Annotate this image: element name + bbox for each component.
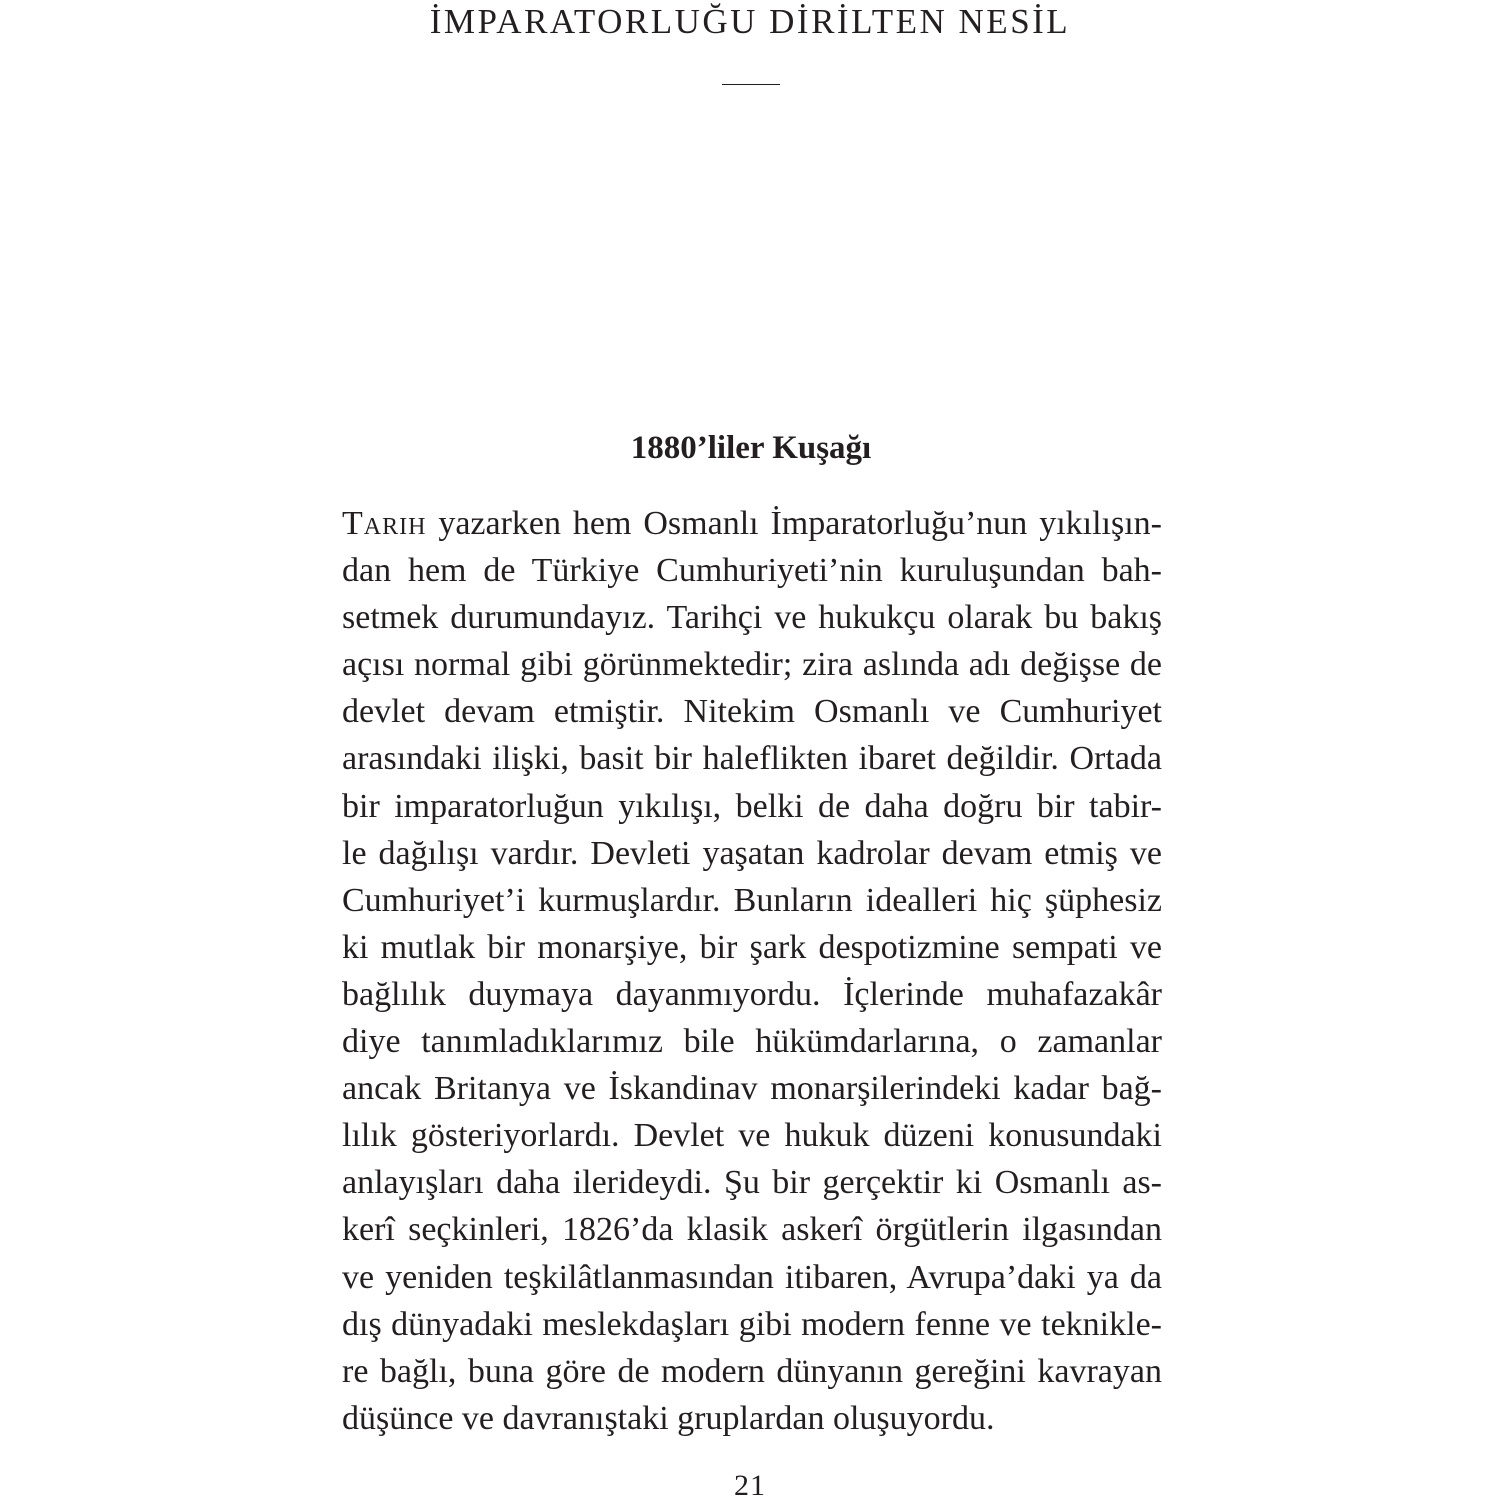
page-number: 21 [734, 1469, 766, 1502]
chapter-title: 1880’liler Kuşağı [630, 430, 872, 466]
body-paragraph [342, 500, 1162, 1442]
paragraph-line: açısı normal gibi görünmektedir; zira aslında adı değişse de [342, 646, 1162, 684]
paragraph-line: ve yeniden teşkilâtlanmasından itibaren, Avrupa’daki ya da [342, 1258, 1162, 1296]
paragraph-line: kerî seçkinleri, 1826’da klasik askerî örgütlerin ilgasından [342, 1211, 1162, 1249]
paragraph-line: diye tanımladıklarımız bile hükümdarlarına, o zamanlar [342, 1023, 1162, 1061]
paragraph-line: ancak Britanya ve İskandinav monarşilerindeki kadar bağ- [342, 1070, 1162, 1108]
paragraph-line: lılık gösteriyorlardı. Devlet ve hukuk düzeni konusundaki [342, 1117, 1162, 1155]
paragraph-line: bir imparatorluğun yıkılışı, belki de daha doğru bir tabir- [342, 787, 1162, 825]
running-head: İMPARATORLUĞU DİRİLTEN NESİL [429, 2, 1071, 41]
paragraph-line: devlet devam etmiştir. Nitekim Osmanlı ve Cumhuriyet [342, 693, 1162, 731]
paragraph-line: bağlılık duymaya dayanmıyordu. İçlerinde muhafazakâr [342, 975, 1162, 1013]
paragraph-line [342, 500, 1162, 547]
paragraph-line: arasındaki ilişki, basit bir haleflikten ibaret değildir. Ortada [342, 740, 1162, 778]
paragraph-line: düşünce ve davranıştaki gruplardan oluşuyordu. [342, 1399, 995, 1437]
header-rule [722, 84, 780, 85]
lead-word: Tarih [342, 505, 427, 542]
paragraph-line: anlayışları daha ilerideydi. Şu bir gerçektir ki Osmanlı as- [342, 1164, 1162, 1202]
paragraph-line: ki mutlak bir monarşiye, bir şark despotizmine sempati ve [342, 928, 1162, 966]
paragraph-line: dan hem de Türkiye Cumhuriyeti’nin kuruluşundan bah- [342, 552, 1162, 590]
paragraph-line: re bağlı, buna göre de modern dünyanın gereğini kavrayan [342, 1352, 1162, 1390]
paragraph-line-text: yazarken hem Osmanlı İmparatorluğu’nun yıkılışın- [426, 505, 1162, 542]
paragraph-line: dış dünyadaki meslekdaşları gibi modern fenne ve teknikle- [342, 1305, 1162, 1343]
paragraph-line: setmek durumundayız. Tarihçi ve hukukçu olarak bu bakış [342, 599, 1162, 637]
paragraph-line: Cumhuriyet’i kurmuşlardır. Bunların idealleri hiç şüphesiz [342, 881, 1162, 919]
paragraph-line: le dağılışı vardır. Devleti yaşatan kadrolar devam etmiş ve [342, 834, 1162, 872]
